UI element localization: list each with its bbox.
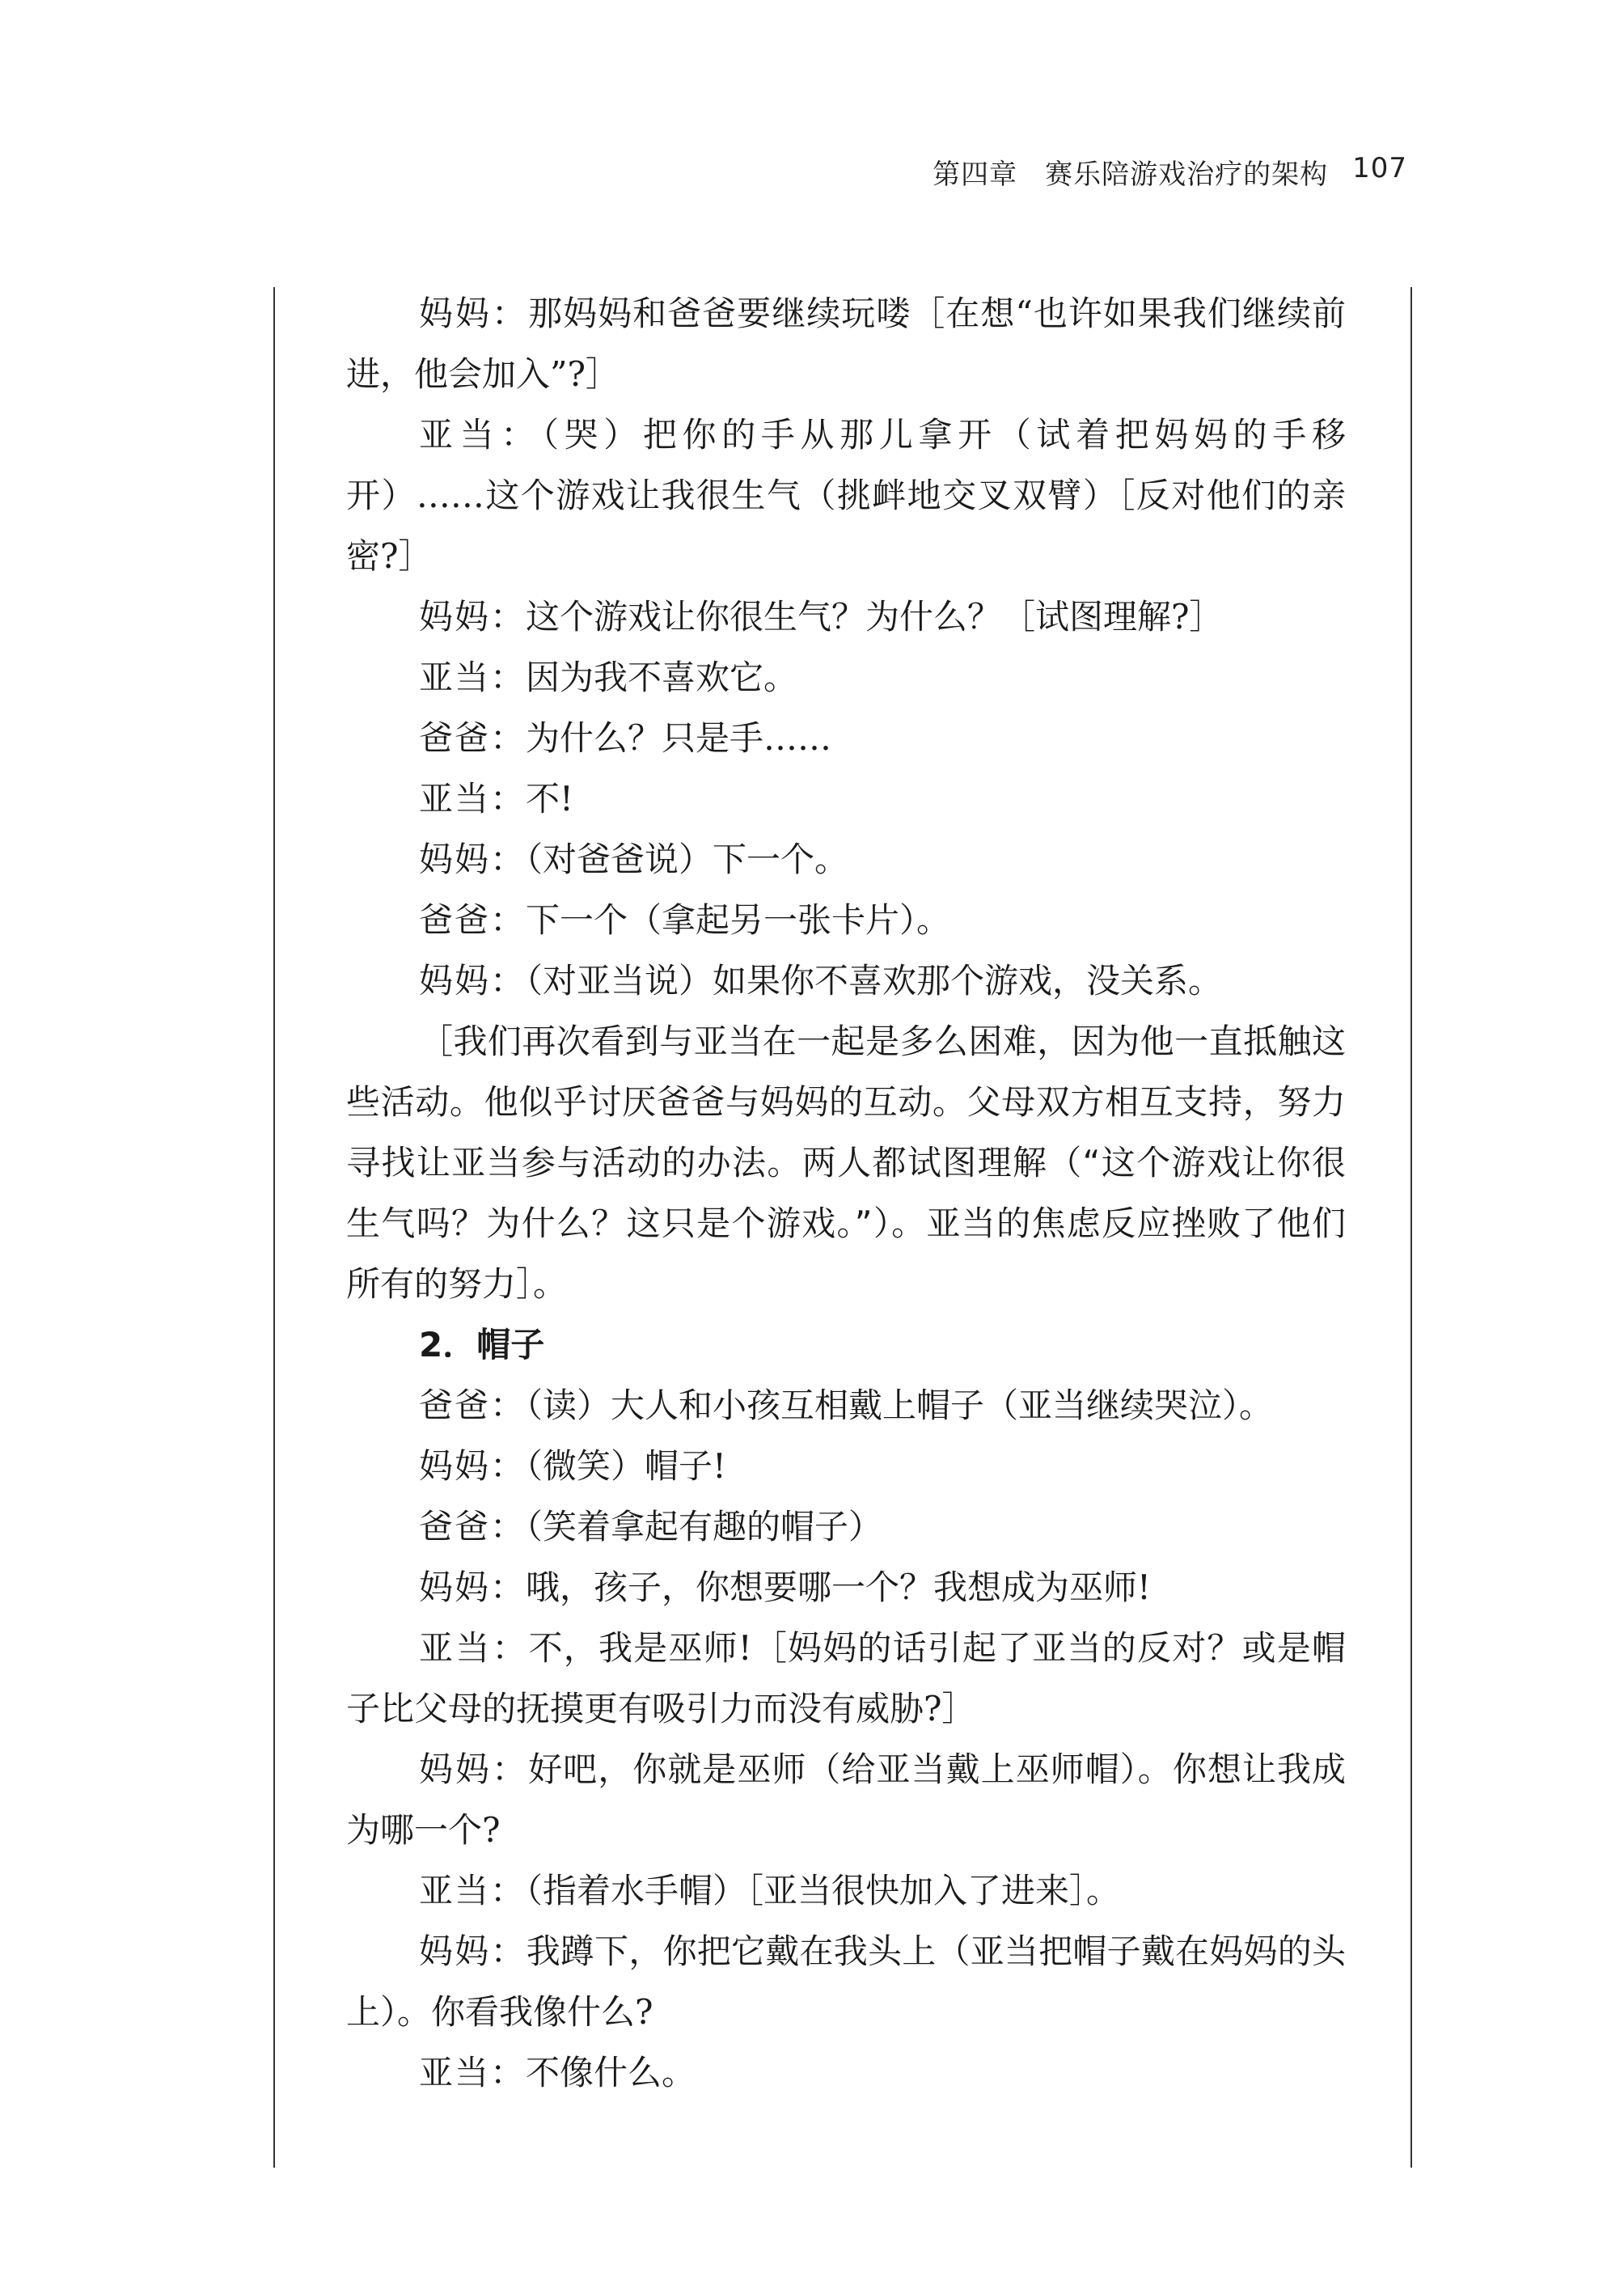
speaker-label: 妈妈： [419,961,527,1001]
speaker-label: 亚当： [419,415,542,455]
dialogue-text: （读）大人和小孩互相戴上帽子（亚当继续哭泣）。 [526,1386,1274,1425]
dialogue-line [346,950,1346,1011]
dialogue-line [346,1436,1346,1496]
dialogue-line [346,829,1346,890]
dialogue-line [346,1739,1346,1860]
dialogue-text: （对亚当说）如果你不喜欢那个游戏，没关系。 [526,961,1223,1001]
speaker-label: 妈妈： [419,1749,529,1789]
dialogue-line [346,1496,1346,1557]
page-header [933,152,1407,192]
speaker-label: 亚当： [419,779,527,819]
speaker-label: 妈妈： [419,294,529,333]
dialogue-line [346,708,1346,768]
dialogue-text: 不! [526,779,573,819]
dialogue-text: （对爸爸说）下一个。 [526,840,849,879]
speaker-label: 妈妈： [419,1567,527,1607]
dialogue-text: 不像什么。 [526,2053,696,2092]
dialogue-line [346,404,1346,586]
page-number: 107 [1352,152,1407,184]
dialogue-line [346,1375,1346,1436]
dialogue-line [346,283,1346,404]
dialogue-text: 因为我不喜欢它。 [526,658,798,697]
dialogue-text: 那妈妈和爸爸要继续玩喽［在想“也许如果我们继续前进，他会加入”?］ [346,294,1346,394]
chapter-title: 赛乐陪游戏治疗的架构 [1045,159,1329,191]
running-title [933,152,1328,192]
speaker-label: 妈妈： [419,840,527,879]
dialogue-line [346,1618,1346,1739]
right-margin-rule [1410,287,1412,2168]
speaker-label: 亚当： [419,2053,527,2092]
speaker-label: 妈妈： [419,1446,527,1486]
speaker-label: 爸爸： [419,900,527,940]
section-heading: 2．帽子 [419,1325,545,1364]
speaker-label: 亚当： [419,1871,527,1910]
dialogue-line [346,890,1346,950]
dialogue-text: 这个游戏让你很生气？为什么？［试图理解?］ [526,597,1224,637]
speaker-label: 妈妈： [419,1931,527,1971]
speaker-label: 爸爸： [419,718,527,758]
dialogue-text: 好吧，你就是巫师（给亚当戴上巫师帽）。你想让我成为哪一个? [346,1749,1346,1850]
page-body [346,283,1346,2103]
dialogue-line [346,1921,1346,2042]
dialogue-text: （笑着拿起有趣的帽子） [526,1507,883,1546]
speaker-label: 亚当： [419,658,527,697]
speaker-label: 爸爸： [419,1386,527,1425]
dialogue-text: （指着水手帽）［亚当很快加入了进来］。 [526,1871,1121,1910]
speaker-label: 妈妈： [419,597,527,637]
dialogue-text: 哦，孩子，你想要哪一个？我想成为巫师! [526,1567,1151,1607]
dialogue-line [346,1860,1346,1921]
left-margin-rule [273,287,275,2168]
speaker-label: 亚当： [419,1628,529,1668]
dialogue-text: 不，我是巫师!［妈妈的话引起了亚当的反对？或是帽子比父母的抚摸更有吸引力而没有威胁?］ [346,1628,1346,1728]
dialogue-line [346,768,1346,829]
dialogue-text: 我蹲下，你把它戴在我头上（亚当把帽子戴在妈妈的头上）。你看我像什么? [346,1931,1346,2032]
dialogue-line [346,586,1346,647]
chapter-label: 第四章 [933,159,1018,191]
dialogue-text: （微笑）帽子! [526,1446,726,1486]
dialogue-text: 下一个（拿起另一张卡片）。 [526,900,951,940]
dialogue-line [346,1557,1346,1618]
dialogue-text: 为什么？只是手…… [526,718,832,758]
dialogue-text: （哭）把你的手从那儿拿开（试着把妈妈的手移开）……这个游戏让我很生气（挑衅地交叉双臂）［反对他们的亲密?］ [346,415,1346,576]
dialogue-line [346,647,1346,708]
dialogue-line [346,2042,1346,2103]
speaker-label: 爸爸： [419,1507,527,1546]
commentary-paragraph: ［我们再次看到与亚当在一起是多么困难，因为他一直抵触这些活动。他似乎讨厌爸爸与妈妈的互动。父母双方相互支持，努力寻找让亚当参与活动的办法。两人都试图理解（“这个游戏让你很生气吗？为什么？这只是个游戏。”）。亚当的焦虑反应挫败了他们所有的努力］。 [346,1022,1346,1304]
